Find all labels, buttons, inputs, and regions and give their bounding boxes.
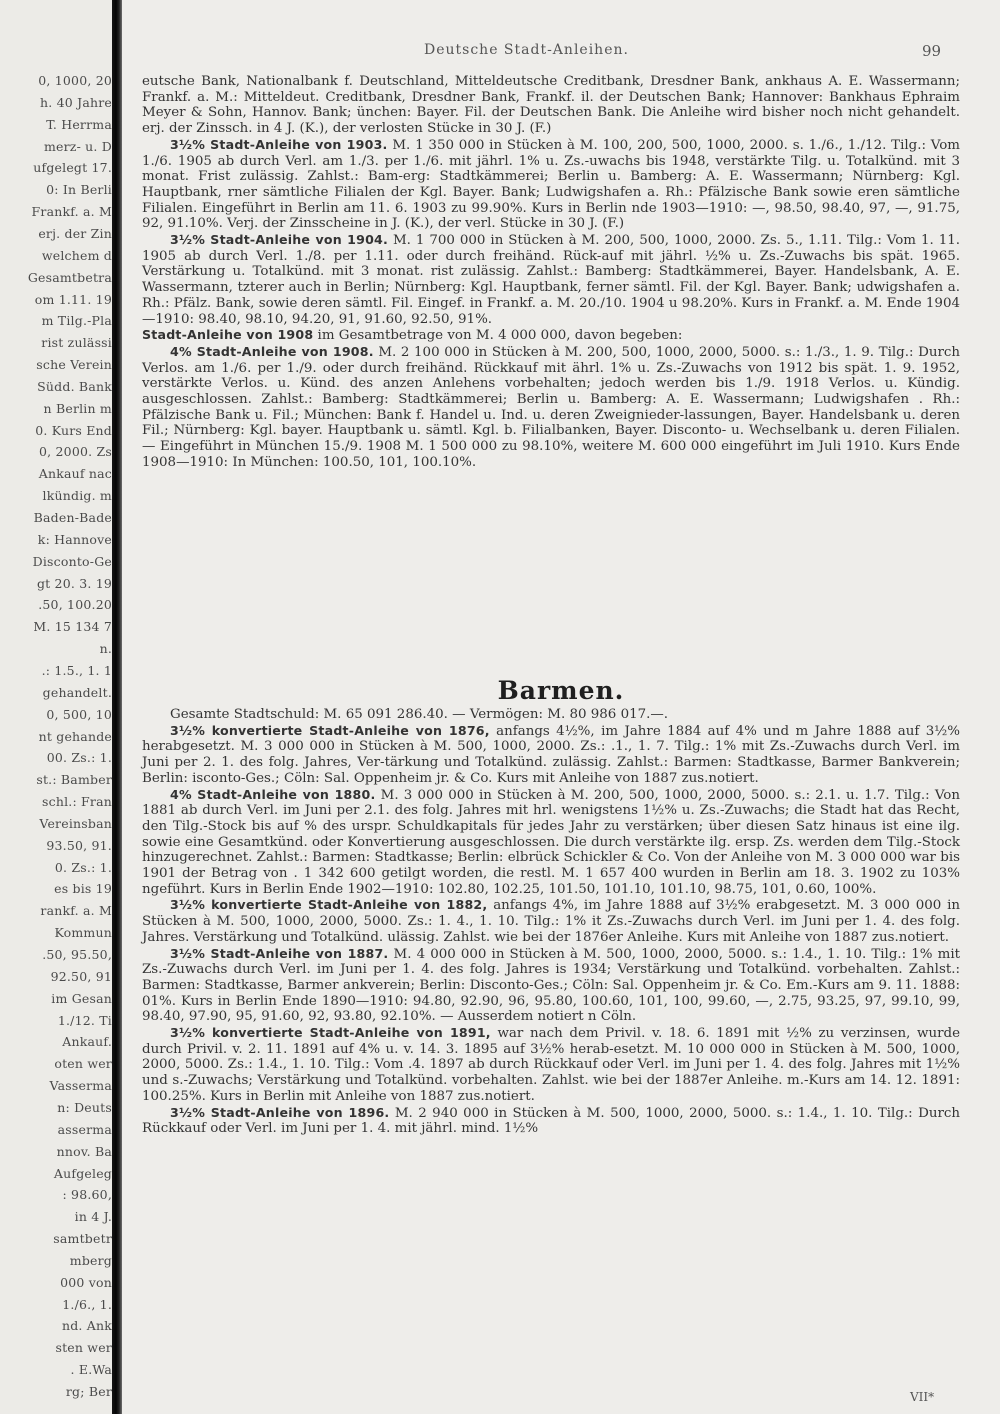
facing-page-fragment: 0. Kurs End	[35, 423, 112, 438]
facing-page-fragment: im Gesan	[51, 991, 112, 1006]
facing-page-fragment: samtbetr	[53, 1231, 112, 1246]
lower-text-block	[142, 707, 960, 1137]
facing-page-fragment: nd. Ank	[61, 1318, 112, 1333]
page-number: 99	[922, 42, 942, 60]
facing-page-fragment: 0, 2000. Zs	[39, 444, 112, 459]
facing-page-fragment: Südd. Bank	[37, 379, 112, 394]
facing-page-fragment: n: Deuts	[57, 1100, 112, 1115]
facing-page-fragment: rist zulässi	[41, 335, 112, 350]
facing-page-fragment: welchem d	[41, 248, 112, 263]
facing-page-fragment: 1./12. Ti	[57, 1013, 112, 1028]
facing-page-fragment: asserma	[57, 1122, 112, 1137]
facing-page-fragment: .: 1.5., 1. 1	[41, 663, 112, 678]
facing-page-fragment: Baden-Bade	[33, 510, 112, 525]
upper-text-block	[142, 74, 960, 471]
facing-page-fragment: n Berlin m	[43, 401, 112, 416]
paragraph-loan-1908-total: Stadt-Anleihe von 1908 im Gesamtbetrage von M. 4 000 000, davon begeben:	[142, 327, 683, 344]
facing-page-fragment: 000 von	[60, 1275, 112, 1290]
facing-page-fragment: 0. Zs.: 1.	[54, 860, 112, 875]
facing-page-fragment: : 98.60,	[62, 1187, 112, 1202]
facing-page-fragment: k: Hannove	[37, 532, 112, 547]
facing-page-fragment: Aufgeleg	[53, 1166, 112, 1181]
facing-page-fragment: erj. der Zin	[38, 226, 112, 241]
facing-page-fragment: in 4 J.	[74, 1209, 112, 1224]
signature-mark: VII*	[910, 1390, 935, 1404]
facing-page-fragment: lkündig. m	[42, 488, 112, 503]
summary-line: Gesamte Stadtschuld: M. 65 091 286.40. — Vermögen: M. 80 986 017.—.	[170, 707, 669, 722]
paragraph-loan-1876: 3½% konvertierte Stadt-Anleihe von 1876, anfangs 4½%, im Jahre 1884 auf 4% und m Jahre 1888 auf 3½% herabgesetzt. M. 3 000 000 in Stücken à M. 500, 1000, 2000. Zs.: .1., 1. 7. Tilg.: 1% mit Zs.-Zuwachs durch Verl. im Juni per 2. 1. des folg. Jahres, Ver-tärkung und Totalkünd. zulässig. Zahlst.: Barmen: Stadtkasse, Barmer Bankverein; Berlin: isconto-Ges.; Cöln: Sal. Oppenheim jr. & Co. Kurs mit Anleihe von 1887 zus.notiert.	[142, 722, 960, 786]
paragraph-banks-continued: eutsche Bank, Nationalbank f. Deutschland, Mitteldeutsche Creditbank, Dresdner Bank, ankhaus A. E. Wassermann; Frankf. a. M.: Mitteldeut. Creditbank, Dresdner Bank, Frankf. il. der Deutschen Bank; Hannover: Bankhaus Ephraim Meyer & Sohn, Hannov. Bank; ünchen: Bayer. Fil. der Deutschen Bank. Die Anleihe wird bisher noch nicht gehandelt. erj. der Zinssch. in 4 J. (K.), der verlosten Stücke in 30 J. (F.)	[142, 74, 960, 137]
facing-page-fragment: 92.50, 91	[50, 969, 112, 984]
facing-page-fragment: sche Verein	[36, 357, 112, 372]
facing-page-fragment: 0, 1000, 20	[38, 73, 112, 88]
running-head: Deutsche Stadt-Anleihen.	[424, 42, 629, 58]
facing-page-fragment: rankf. a. M	[40, 903, 112, 918]
facing-page-fragment: Vasserma	[49, 1078, 112, 1093]
facing-page-fragment: n.	[99, 641, 112, 656]
facing-page-fragment: Disconto-Ge	[32, 554, 112, 569]
facing-page-fragment: st.: Bamber	[36, 772, 112, 787]
facing-page-strip	[0, 0, 112, 1414]
facing-page-fragment: schl.: Fran	[42, 794, 112, 809]
facing-page-fragment: gt 20. 3. 19	[36, 576, 112, 591]
facing-page-fragment: Ankauf nac	[38, 466, 112, 481]
facing-page-fragment: Frankf. a. M	[31, 204, 112, 219]
facing-page-fragment: nnov. Ba	[56, 1144, 112, 1159]
facing-page-fragment: merz- u. D	[43, 139, 112, 154]
facing-page-fragment: oten wer	[54, 1056, 112, 1071]
facing-page-fragment: 0, 500, 10	[46, 707, 112, 722]
book-gutter	[112, 0, 122, 1414]
paragraph-loan-1908: 4% Stadt-Anleihe von 1908. M. 2 100 000 in Stücken à M. 200, 500, 1000, 2000, 5000. s.: 1./3., 1. 9. Tilg.: Durch Verlos. am 1./6. per 1./9. oder durch freihänd. Rückkauf mit ährl. 1% u. Zs.-Zuwachs von 1912 bis spät. 1. 9. 1952, verstärkte Verlos. u. Künd. des anzen Anlehens vorbehalten; jedoch werden bis 1./9. 1918 Verlos. u. Kündig. ausgeschlossen. Zahlst.: Bamberg: Stadtkämmerei; Berlin u. Bamberg: A. E. Wassermann; Ludwigshafen . Rh.: Pfälzische Bank u. Fil.; München: Bank f. Handel u. Ind. u. deren Zweignieder-lassungen, Bayer. Handelsbank u. deren Fil.; Nürnberg: Kgl. bayer. Hauptbank u. sämtl. Kgl. b. Filialbanken, Bayer. Disconto- u. Wechselbank u. deren Filialen. — Eingeführt in München 15./9. 1908 M. 1 500 000 zu 98.10%, weitere M. 600 000 eingeführt im Juli 1910. Kurs Ende 1908—1910: In München: 100.50, 101, 100.10%.	[142, 343, 960, 470]
facing-page-fragment: 00. Zs.: 1.	[46, 750, 112, 765]
facing-page-fragment: 0: In Berli	[46, 182, 112, 197]
facing-page-fragment: .50, 100.20	[38, 597, 112, 612]
facing-page-fragment: ufgelegt 17.	[33, 160, 112, 175]
book-page	[122, 0, 1000, 1414]
facing-page-fragment: . E.Wa	[70, 1362, 112, 1377]
facing-page-fragment: Gesamtbetra	[27, 270, 112, 285]
paragraph-loan-1891: 3½% konvertierte Stadt-Anleihe von 1891, war nach dem Privil. v. 18. 6. 1891 mit ½% zu verzinsen, wurde durch Privil. v. 2. 11. 1891 auf 4% u. v. 14. 3. 1895 auf 3½% herab-esetzt. M. 10 000 000 in Stücken à M. 500, 1000, 2000, 5000. Zs.: 1.4., 1. 10. Tilg.: Vom .4. 1897 ab durch Rückkauf oder Verl. im Juni per 1. 4. des folg. Jahres mit 1½% und s.-Zuwachs; Verstärkung und Totalkünd. vorbehalten. Zahlst. wie bei der 1887er Anleihe. m.-Kurs am 14. 12. 1891: 100.25%. Kurs in Berlin mit Anleihe von 1887 zus.notiert.	[142, 1025, 960, 1104]
facing-page-fragment: Ankauf.	[62, 1034, 112, 1049]
facing-page-fragment: om 1.11. 19	[34, 292, 112, 307]
facing-page-fragment: .50, 95.50,	[42, 947, 112, 962]
facing-page-fragment: sten wer	[55, 1340, 112, 1355]
paragraph-loan-1887: 3½% Stadt-Anleihe von 1887. M. 4 000 000 in Stücken à M. 500, 1000, 2000, 5000. s.: 1.4., 1. 10. Tilg.: 1% mit Zs.-Zuwachs durch Verl. im Juni per 1. 4. des folg. Jahres is 1934; Verstärkung und Totalkünd. vorbehalten. Zahlst.: Barmen: Stadtkasse, Barmer ankverein; Berlin: Disconto-Ges.; Cöln: Sal. Oppenheim jr. & Co. Em.-Kurs am 9. 11. 1888: 01%. Kurs in Berlin Ende 1890—1910: 94.80, 92.90, 96, 95.80, 100.60, 101, 100, 99.60, —, 2.75, 93.25, 97, 99.10, 99, 98.40, 97.90, 95, 91.60, 92, 93.80, 92.10%. — Ausserdem notiert n Cöln.	[142, 945, 960, 1025]
facing-page-fragment: nt gehande	[38, 729, 112, 744]
paragraph-loan-1904: 3½% Stadt-Anleihe von 1904. M. 1 700 000 in Stücken à M. 200, 500, 1000, 2000. Zs. 5., 1.11. Tilg.: Vom 1. 11. 1905 ab durch Verl. 1./8. per 1.11. oder durch freihänd. Rück-auf mit jährl. ½% u. Zs.-Zuwachs bis spät. 1965. Verstärkung u. Totalkünd. mit 3 monat. rist zulässig. Zahlst.: Bamberg: Stadtkämmerei, Bayer. Handelsbank, A. E. Wassermann, tzterer auch in Berlin; Nürnberg: Kgl. Hauptbank, ferner sämtl. Fil. der Kgl. Bayer. Bank; udwigshafen a. Rh.: Pfälz. Bank, sowie deren sämtl. Fil. Eingef. in Frankf. a. M. 20./10. 1904 u 98.20%. Kurs in Frankf. a. M. Ende 1904—1910: 98.40, 98.10, 94.20, 91, 91.60, 92.50, 91%.	[142, 232, 960, 327]
facing-page-fragment: mberg	[69, 1253, 112, 1268]
facing-page-fragment: h. 40 Jahre	[40, 95, 112, 110]
facing-page-fragment: gehandelt.	[42, 685, 112, 700]
facing-page-fragment: 1./6., 1.	[62, 1297, 112, 1312]
facing-page-fragment: M. 15 134 7	[33, 619, 112, 634]
facing-page-fragment: rg; Ber	[65, 1384, 112, 1399]
paragraph-loan-1880: 4% Stadt-Anleihe von 1880. M. 3 000 000 in Stücken à M. 200, 500, 1000, 2000, 5000. s.: 2.1. u. 1.7. Tilg.: Von 1881 ab durch Verl. im Juni per 2.1. des folg. Jahres mit hrl. wenigstens 1½% u. Zs.-Zuwachs; die Stadt hat das Recht, den Tilg.-Stock bis auf % des urspr. Schuldkapitals für jedes Jahr zu verstärken; über diesen Satz hinaus ist eine ilg. sowie eine Gesamtkünd. oder Konvertierung ausgeschlossen. Die durch verstärkte ilg. ersp. Zs. werden dem Tilg.-Stock hinzugerechnet. Zahlst.: Barmen: Stadtkasse; Berlin: elbrück Schickler & Co. Von der Anleihe von M. 3 000 000 war bis 1901 der Betrag von . 1 342 600 getilgt worden, die restl. M. 1 657 400 wurden in Berlin am 18. 3. 1902 zu 103% ngeführt. Kurs in Berlin Ende 1902—1910: 102.80, 102.25, 101.50, 101.10, 101.10, 98.75, 101, 0.60, 100%.	[142, 786, 960, 897]
facing-page-fragment: Vereinsban	[39, 816, 112, 831]
facing-page-fragment: 93.50, 91.	[46, 838, 112, 853]
facing-page-fragment: m Tilg.-Pla	[41, 313, 112, 328]
facing-page-fragment: T. Herrma	[46, 117, 112, 132]
paragraph-loan-1903: 3½% Stadt-Anleihe von 1903. M. 1 350 000 in Stücken à M. 100, 200, 500, 1000, 2000. s. 1./6., 1./12. Tilg.: Vom 1./6. 1905 ab durch Verl. am 1./3. per 1./6. mit jährl. 1% u. Zs.-uwachs bis 1948, verstärkte Tilg. u. Totalkünd. mit 3 monat. Frist zulässig. Zahlst.: Bam-erg: Stadtkämmerei; Berlin u. Bamberg: A. E. Wassermann; Nürnberg: Kgl. Hauptbank, rner sämtliche Filialen der Kgl. Bayer. Bank; Ludwigshafen a. Rh.: Pfälzische Bank sowie eren sämtliche Filialen. Eingeführt in Berlin am 11. 6. 1903 zu 99.90%. Kurs in Berlin nde 1903—1910: —, 98.50, 98.40, 97, —, 91.75, 92, 91.10%. Verj. der Zinsscheine in J. (K.), der verl. Stücke in 30 J. (F.)	[142, 136, 960, 232]
facing-page-fragment: Kommun	[54, 925, 112, 940]
city-heading: Barmen.	[497, 676, 625, 705]
paragraph-loan-1896: 3½% Stadt-Anleihe von 1896. M. 2 940 000 in Stücken à M. 500, 1000, 2000, 5000. s.: 1.4., 1. 10. Tilg.: Durch Rückkauf oder Verl. im Juni per 1. 4. mit jährl. mind. 1½%	[142, 1104, 960, 1137]
facing-page-fragment: es bis 19	[54, 881, 112, 896]
paragraph-loan-1882: 3½% konvertierte Stadt-Anleihe von 1882, anfangs 4%, im Jahre 1888 auf 3½% erabgesetzt. M. 3 000 000 in Stücken à M. 500, 1000, 2000, 5000. Zs.: 1. 4., 1. 10. Tilg.: 1% it Zs.-Zuwachs durch Verl. im Juni per 1. 4. des folg. Jahres. Verstärkung und Totalkünd. ulässig. Zahlst. wie bei der 1876er Anleihe. Kurs mit Anleihe von 1887 zus.notiert.	[142, 897, 960, 945]
